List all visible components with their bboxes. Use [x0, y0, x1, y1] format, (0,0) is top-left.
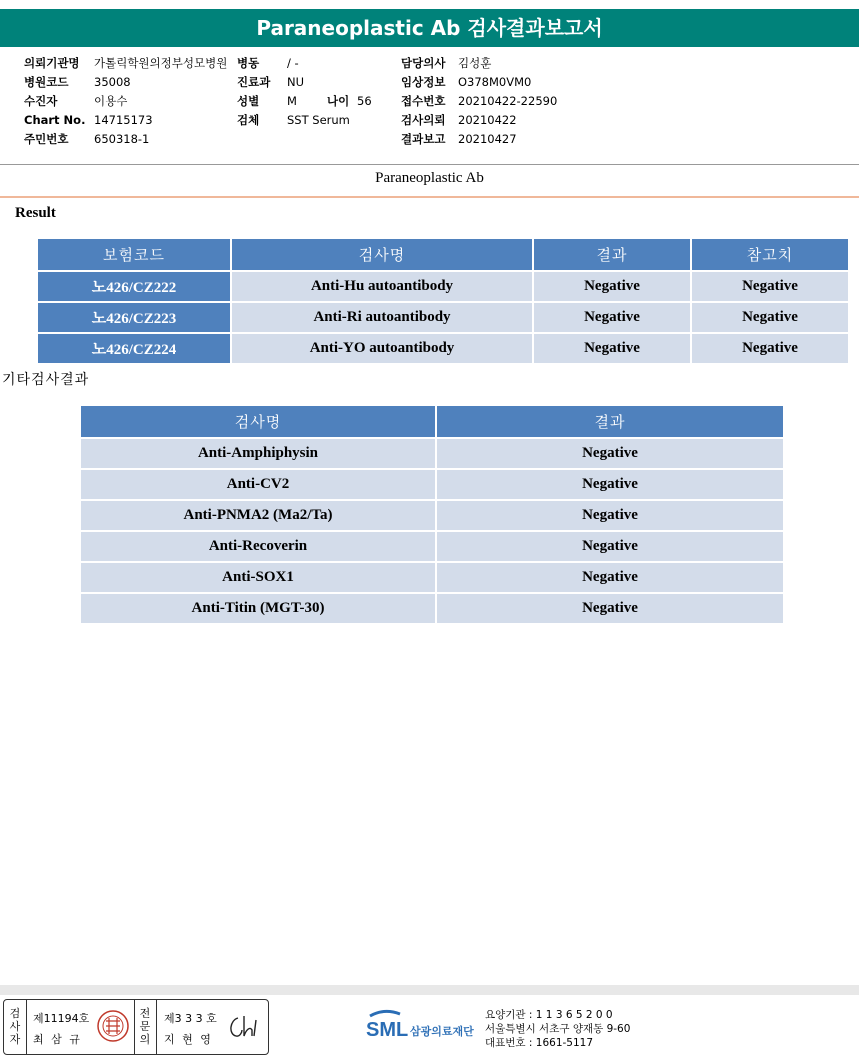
specialist-label: 전 문 의	[139, 1007, 151, 1046]
result-cell: Negative	[436, 593, 784, 624]
address-line: 서울특별시 서초구 양재동 9-60	[485, 1023, 631, 1035]
test-name-cell: Anti-Titin (MGT-30)	[80, 593, 436, 624]
result-cell: Negative	[533, 333, 691, 364]
department-row: 진료과 NU	[237, 75, 305, 89]
test-name-cell: Anti-PNMA2 (Ma2/Ta)	[80, 500, 436, 531]
lab-address	[485, 1008, 630, 1050]
clinical-info-row: 임상정보 O378M0VM0	[401, 75, 532, 89]
footer-divider	[0, 985, 859, 995]
report-date-row: 결과보고 20210427	[401, 132, 517, 146]
test-name-cell: Anti-CV2	[80, 469, 436, 500]
header-col2	[237, 54, 372, 130]
sml-logo	[366, 1008, 478, 1052]
table-row	[80, 562, 784, 593]
test-name-cell: Anti-Ri autoantibody	[231, 302, 533, 333]
header-col3	[401, 54, 557, 149]
confirm-label-cell	[134, 1000, 157, 1054]
table-row	[80, 438, 784, 469]
age-value: 56	[357, 94, 372, 108]
result-header-row	[37, 238, 849, 271]
header-col1	[24, 54, 227, 149]
patient-row: 수진자 이용수	[24, 94, 128, 108]
result-cell: Negative	[436, 531, 784, 562]
examiner-cell	[26, 1000, 135, 1054]
sml-logo-text: SML	[366, 1019, 409, 1041]
specimen-row: 검체 SST Serum	[237, 113, 350, 127]
test-name-cell: Anti-YO autoantibody	[231, 333, 533, 364]
test-name-cell: Anti-Recoverin	[80, 531, 436, 562]
reference-cell: Negative	[691, 271, 849, 302]
result-cell: Negative	[533, 271, 691, 302]
table-row	[37, 271, 849, 302]
table-row	[37, 333, 849, 364]
examiner-seal-icon	[96, 1009, 130, 1043]
signature-box	[3, 999, 269, 1055]
phone-line: 대표번호 : 1661-5117	[485, 1037, 594, 1049]
insurance-code-cell: 노426/CZ224	[37, 333, 231, 364]
reference-cell: Negative	[691, 302, 849, 333]
col-result: 결과	[533, 238, 691, 271]
subtitle-divider	[0, 196, 859, 198]
examiner-name: 최 삼 규	[33, 1033, 82, 1046]
examiner-label: 검 사 자	[9, 1007, 21, 1046]
doctor-row: 담당의사 김성훈	[401, 56, 492, 70]
result-heading: Result	[15, 205, 56, 221]
other-header-row	[80, 405, 784, 438]
other-results-heading: 기타검사결과	[2, 372, 90, 388]
result-cell: Negative	[436, 562, 784, 593]
id-no-row: 주민번호 650318-1	[24, 132, 150, 146]
header-divider	[0, 164, 859, 165]
institution-code-line: 요양기관 : 1 1 3 6 5 2 0 0	[485, 1009, 613, 1021]
examiner-label-cell	[4, 1000, 27, 1054]
insurance-code-cell: 노426/CZ223	[37, 302, 231, 333]
test-name-cell: Anti-Hu autoantibody	[231, 271, 533, 302]
table-row	[80, 593, 784, 624]
test-name-cell: Anti-SOX1	[80, 562, 436, 593]
table-row	[37, 302, 849, 333]
col-reference: 참고치	[691, 238, 849, 271]
other-results-table	[79, 404, 785, 625]
sml-logo-icon	[366, 1008, 478, 1048]
hospital-code-row: 병원코드 35008	[24, 75, 131, 89]
table-row	[80, 469, 784, 500]
age-label: 나이	[327, 94, 350, 108]
col-insurance-code: 보험코드	[37, 238, 231, 271]
report-title: Paraneoplastic Ab 검사결과보고서	[0, 9, 859, 47]
specialist-license: 제3 3 3 호	[164, 1012, 217, 1025]
result-cell: Negative	[533, 302, 691, 333]
signature-icon	[226, 1012, 262, 1042]
ward-row: 병동 / -	[237, 56, 299, 70]
col-result: 결과	[436, 405, 784, 438]
result-cell: Negative	[436, 438, 784, 469]
specialist-name: 지 현 영	[164, 1033, 213, 1046]
result-table	[36, 237, 850, 365]
result-cell: Negative	[436, 469, 784, 500]
examiner-license: 제11194호	[33, 1012, 90, 1025]
institution-row: 의뢰기관명 가톨릭학원의정부성모병원	[24, 56, 228, 70]
insurance-code-cell: 노426/CZ222	[37, 271, 231, 302]
table-row	[80, 531, 784, 562]
test-name-cell: Anti-Amphiphysin	[80, 438, 436, 469]
specialist-cell	[156, 1000, 268, 1054]
sex-row: 성별 M 나이 56	[237, 92, 372, 111]
reference-cell: Negative	[691, 333, 849, 364]
table-row	[80, 500, 784, 531]
col-test-name: 검사명	[231, 238, 533, 271]
chart-no-row: Chart No. 14715173	[24, 113, 153, 127]
col-test-name: 검사명	[80, 405, 436, 438]
sml-logo-org: 삼광의료재단	[410, 1025, 474, 1038]
result-cell: Negative	[436, 500, 784, 531]
section-subtitle: Paraneoplastic Ab	[375, 170, 484, 186]
receipt-no-row: 접수번호 20210422-22590	[401, 94, 558, 108]
request-date-row: 검사의뢰 20210422	[401, 113, 517, 127]
